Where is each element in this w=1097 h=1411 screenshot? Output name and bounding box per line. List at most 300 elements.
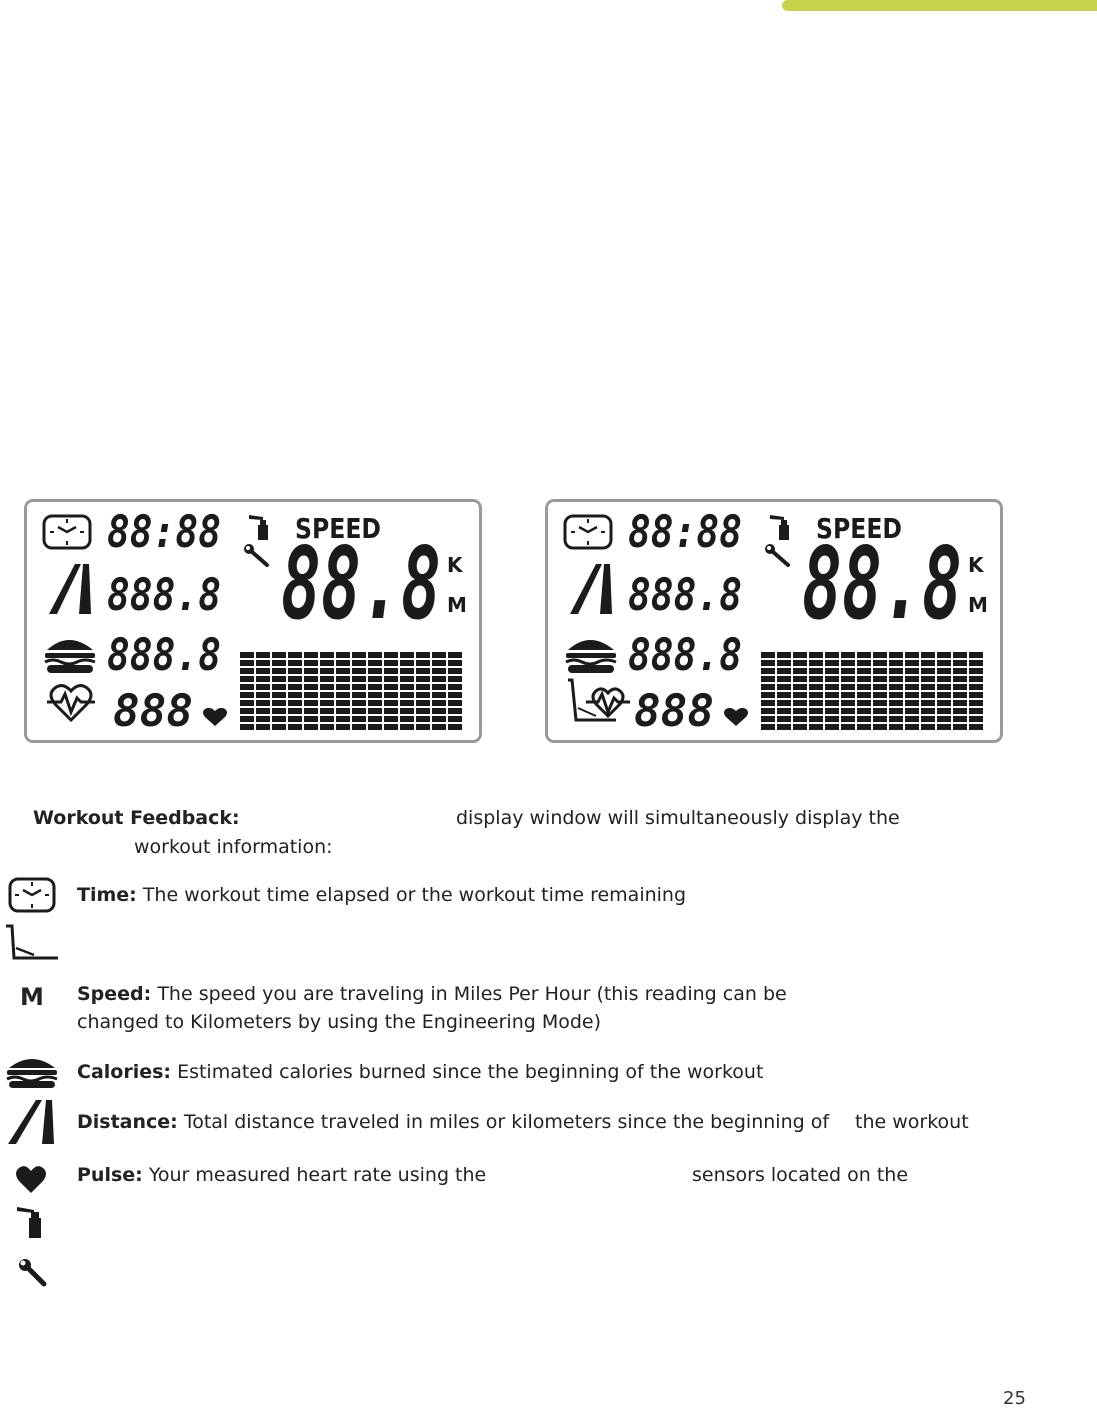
matrix-cell	[256, 724, 270, 730]
bar-matrix	[240, 652, 462, 730]
matrix-cell	[400, 676, 414, 682]
matrix-cell	[889, 676, 903, 682]
matrix-cell	[416, 716, 430, 722]
matrix-cell	[368, 708, 382, 714]
intro-text-line2: workout information:	[134, 836, 333, 858]
matrix-cell	[288, 684, 302, 690]
matrix-cell	[937, 652, 951, 658]
matrix-cell	[352, 708, 366, 714]
matrix-cell	[777, 724, 791, 730]
item-calories: Calories: Estimated calories burned since the beginning of the workout	[77, 1061, 764, 1083]
matrix-cell	[272, 660, 286, 666]
matrix-cell	[256, 708, 270, 714]
item-time: Time: The workout time elapsed or the workout time remaining	[77, 884, 687, 906]
matrix-cell	[937, 708, 951, 714]
item-pulse: Pulse: Your measured heart rate using the	[77, 1164, 487, 1186]
matrix-cell	[288, 716, 302, 722]
matrix-cell	[809, 700, 823, 706]
matrix-cell	[384, 668, 398, 674]
speed-label: SPEED	[816, 512, 902, 545]
matrix-cell	[841, 652, 855, 658]
matrix-cell	[320, 676, 334, 682]
matrix-cell	[873, 700, 887, 706]
matrix-cell	[288, 724, 302, 730]
matrix-cell	[448, 700, 462, 706]
matrix-cell	[336, 660, 350, 666]
matrix-cell	[352, 692, 366, 698]
matrix-cell	[873, 676, 887, 682]
matrix-cell	[809, 692, 823, 698]
matrix-cell	[793, 660, 807, 666]
road-icon	[49, 564, 91, 614]
matrix-cell	[937, 684, 951, 690]
matrix-cell	[432, 676, 446, 682]
matrix-cell	[937, 668, 951, 674]
heart-icon	[203, 708, 227, 726]
matrix-cell	[905, 716, 919, 722]
matrix-cell	[416, 724, 430, 730]
matrix-cell	[304, 692, 318, 698]
matrix-cell	[761, 660, 775, 666]
matrix-cell	[432, 684, 446, 690]
matrix-cell	[272, 724, 286, 730]
matrix-cell	[921, 660, 935, 666]
matrix-cell	[905, 684, 919, 690]
matrix-cell	[304, 684, 318, 690]
matrix-cell	[841, 668, 855, 674]
accent-bar	[782, 0, 1097, 11]
matrix-cell	[937, 676, 951, 682]
matrix-cell	[809, 684, 823, 690]
matrix-cell	[432, 700, 446, 706]
spray-bottle-icon	[16, 1206, 44, 1240]
matrix-cell	[969, 676, 983, 682]
matrix-cell	[969, 708, 983, 714]
matrix-cell	[336, 724, 350, 730]
matrix-cell	[921, 708, 935, 714]
matrix-cell	[448, 652, 462, 658]
matrix-cell	[857, 724, 871, 730]
matrix-cell	[304, 652, 318, 658]
matrix-cell	[969, 660, 983, 666]
matrix-cell	[873, 692, 887, 698]
matrix-cell	[352, 700, 366, 706]
matrix-cell	[905, 700, 919, 706]
matrix-cell	[825, 660, 839, 666]
matrix-cell	[352, 716, 366, 722]
matrix-cell	[937, 692, 951, 698]
matrix-cell	[761, 724, 775, 730]
bar-matrix	[761, 652, 983, 730]
item-distance-tail: the workout	[855, 1111, 969, 1133]
matrix-cell	[921, 716, 935, 722]
matrix-cell	[889, 716, 903, 722]
road-icon	[570, 564, 612, 614]
matrix-cell	[288, 660, 302, 666]
matrix-cell	[761, 716, 775, 722]
matrix-cell	[304, 716, 318, 722]
spray-bottle-icon	[249, 515, 268, 540]
matrix-cell	[969, 724, 983, 730]
matrix-cell	[288, 708, 302, 714]
matrix-cell	[400, 708, 414, 714]
matrix-cell	[416, 692, 430, 698]
matrix-cell	[400, 700, 414, 706]
matrix-cell	[384, 700, 398, 706]
matrix-cell	[256, 668, 270, 674]
matrix-cell	[240, 716, 254, 722]
matrix-cell	[969, 668, 983, 674]
matrix-cell	[368, 716, 382, 722]
lcd-display-right	[545, 499, 1003, 743]
matrix-cell	[921, 668, 935, 674]
matrix-cell	[793, 724, 807, 730]
matrix-cell	[432, 708, 446, 714]
matrix-cell	[288, 700, 302, 706]
matrix-cell	[841, 700, 855, 706]
matrix-cell	[873, 652, 887, 658]
matrix-cell	[256, 660, 270, 666]
matrix-cell	[320, 724, 334, 730]
matrix-cell	[448, 668, 462, 674]
matrix-cell	[777, 652, 791, 658]
matrix-cell	[320, 716, 334, 722]
matrix-cell	[793, 668, 807, 674]
item-speed: Speed: The speed you are traveling in Miles Per Hour (this reading can be	[77, 983, 787, 1005]
matrix-cell	[761, 692, 775, 698]
matrix-cell	[761, 684, 775, 690]
matrix-cell	[953, 708, 967, 714]
matrix-cell	[873, 660, 887, 666]
matrix-cell	[857, 692, 871, 698]
matrix-cell	[841, 660, 855, 666]
matrix-cell	[352, 652, 366, 658]
matrix-cell	[937, 700, 951, 706]
road-icon	[6, 1098, 58, 1146]
matrix-cell	[256, 676, 270, 682]
clock-icon	[44, 516, 90, 548]
matrix-cell	[256, 700, 270, 706]
matrix-cell	[448, 716, 462, 722]
matrix-cell	[304, 676, 318, 682]
matrix-cell	[368, 660, 382, 666]
matrix-cell	[841, 708, 855, 714]
matrix-cell	[400, 660, 414, 666]
pulse-readout: 888	[634, 686, 714, 737]
matrix-cell	[825, 724, 839, 730]
matrix-cell	[825, 668, 839, 674]
matrix-cell	[336, 700, 350, 706]
matrix-cell	[953, 724, 967, 730]
matrix-cell	[272, 668, 286, 674]
matrix-cell	[889, 684, 903, 690]
matrix-cell	[857, 700, 871, 706]
clock-icon	[8, 877, 56, 913]
matrix-cell	[809, 676, 823, 682]
matrix-cell	[448, 708, 462, 714]
matrix-cell	[873, 708, 887, 714]
heartbeat-icon	[47, 686, 95, 720]
matrix-cell	[761, 668, 775, 674]
unit-k: K	[968, 553, 984, 577]
matrix-cell	[256, 684, 270, 690]
matrix-cell	[368, 692, 382, 698]
matrix-cell	[448, 724, 462, 730]
matrix-cell	[953, 668, 967, 674]
matrix-cell	[400, 684, 414, 690]
matrix-cell	[953, 700, 967, 706]
matrix-cell	[969, 692, 983, 698]
matrix-cell	[272, 708, 286, 714]
matrix-cell	[384, 716, 398, 722]
matrix-cell	[352, 660, 366, 666]
matrix-cell	[336, 652, 350, 658]
item-distance: Distance: Total distance traveled in miles or kilometers since the beginning of	[77, 1111, 830, 1133]
matrix-cell	[384, 652, 398, 658]
matrix-cell	[969, 716, 983, 722]
matrix-cell	[448, 684, 462, 690]
matrix-cell	[921, 724, 935, 730]
matrix-cell	[937, 660, 951, 666]
matrix-cell	[873, 684, 887, 690]
matrix-cell	[320, 708, 334, 714]
matrix-cell	[384, 692, 398, 698]
matrix-cell	[336, 668, 350, 674]
matrix-cell	[416, 652, 430, 658]
calories-readout: 888.8	[628, 630, 742, 681]
matrix-cell	[352, 668, 366, 674]
matrix-cell	[953, 660, 967, 666]
speed-readout: 88.8	[802, 525, 962, 642]
matrix-cell	[304, 708, 318, 714]
matrix-cell	[953, 652, 967, 658]
matrix-cell	[400, 716, 414, 722]
lcd-display-left	[24, 499, 482, 743]
matrix-cell	[416, 700, 430, 706]
heart-icon	[724, 708, 748, 726]
matrix-cell	[777, 700, 791, 706]
burger-icon	[566, 640, 616, 673]
speed-readout: 88.8	[281, 525, 441, 642]
matrix-cell	[336, 708, 350, 714]
matrix-cell	[809, 652, 823, 658]
matrix-cell	[240, 676, 254, 682]
matrix-cell	[448, 692, 462, 698]
matrix-cell	[857, 660, 871, 666]
matrix-cell	[432, 692, 446, 698]
matrix-cell	[905, 676, 919, 682]
matrix-cell	[873, 716, 887, 722]
matrix-cell	[777, 660, 791, 666]
unit-m: M	[968, 593, 988, 617]
time-readout: 88:88	[628, 507, 742, 558]
matrix-cell	[841, 676, 855, 682]
calories-readout: 888.8	[107, 630, 221, 681]
matrix-cell	[320, 700, 334, 706]
matrix-cell	[304, 660, 318, 666]
matrix-cell	[400, 724, 414, 730]
matrix-cell	[921, 676, 935, 682]
treadmill-icon	[4, 922, 60, 962]
m-letter-icon: M	[20, 983, 44, 1011]
matrix-cell	[825, 716, 839, 722]
matrix-cell	[761, 652, 775, 658]
matrix-cell	[368, 676, 382, 682]
matrix-cell	[320, 692, 334, 698]
matrix-cell	[937, 716, 951, 722]
item-speed-line2: changed to Kilometers by using the Engineering Mode)	[77, 1011, 602, 1033]
matrix-cell	[272, 692, 286, 698]
matrix-cell	[905, 668, 919, 674]
matrix-cell	[809, 724, 823, 730]
matrix-cell	[368, 652, 382, 658]
matrix-cell	[384, 684, 398, 690]
matrix-cell	[857, 652, 871, 658]
matrix-cell	[336, 676, 350, 682]
matrix-cell	[368, 700, 382, 706]
matrix-cell	[352, 676, 366, 682]
matrix-cell	[921, 684, 935, 690]
matrix-cell	[320, 660, 334, 666]
matrix-cell	[889, 652, 903, 658]
matrix-cell	[416, 676, 430, 682]
matrix-cell	[432, 668, 446, 674]
matrix-cell	[777, 676, 791, 682]
matrix-cell	[272, 684, 286, 690]
matrix-cell	[841, 684, 855, 690]
matrix-cell	[240, 652, 254, 658]
matrix-cell	[400, 652, 414, 658]
matrix-cell	[889, 700, 903, 706]
treadmill-heartbeat-icon	[568, 680, 630, 720]
matrix-cell	[320, 684, 334, 690]
matrix-cell	[777, 708, 791, 714]
matrix-cell	[777, 692, 791, 698]
matrix-cell	[841, 716, 855, 722]
page-number: 25	[1003, 1388, 1026, 1409]
matrix-cell	[889, 724, 903, 730]
matrix-cell	[240, 684, 254, 690]
matrix-cell	[825, 692, 839, 698]
matrix-cell	[272, 716, 286, 722]
matrix-cell	[857, 708, 871, 714]
matrix-cell	[809, 668, 823, 674]
matrix-cell	[761, 700, 775, 706]
matrix-cell	[969, 700, 983, 706]
matrix-cell	[857, 668, 871, 674]
matrix-cell	[841, 724, 855, 730]
wrench-icon	[18, 1258, 48, 1288]
matrix-cell	[240, 692, 254, 698]
matrix-cell	[777, 668, 791, 674]
burger-icon	[5, 1053, 59, 1089]
matrix-cell	[777, 684, 791, 690]
heart-icon	[15, 1165, 47, 1195]
matrix-cell	[416, 660, 430, 666]
matrix-cell	[272, 700, 286, 706]
matrix-cell	[953, 716, 967, 722]
matrix-cell	[953, 692, 967, 698]
matrix-cell	[825, 700, 839, 706]
time-readout: 88:88	[107, 507, 221, 558]
matrix-cell	[272, 676, 286, 682]
item-pulse-tail: sensors located on the	[692, 1164, 909, 1186]
matrix-cell	[921, 652, 935, 658]
matrix-cell	[809, 708, 823, 714]
matrix-cell	[256, 716, 270, 722]
matrix-cell	[825, 684, 839, 690]
matrix-cell	[384, 660, 398, 666]
matrix-cell	[384, 708, 398, 714]
matrix-cell	[240, 708, 254, 714]
matrix-cell	[793, 692, 807, 698]
matrix-cell	[336, 684, 350, 690]
matrix-cell	[320, 668, 334, 674]
matrix-cell	[288, 652, 302, 658]
matrix-cell	[432, 652, 446, 658]
matrix-cell	[761, 676, 775, 682]
matrix-cell	[889, 692, 903, 698]
matrix-cell	[240, 724, 254, 730]
distance-readout: 888.8	[628, 570, 742, 621]
matrix-cell	[448, 676, 462, 682]
pulse-readout: 888	[113, 686, 193, 737]
matrix-cell	[889, 660, 903, 666]
intro-title: Workout Feedback:	[33, 807, 240, 829]
burger-icon	[45, 640, 95, 673]
matrix-cell	[905, 708, 919, 714]
matrix-cell	[969, 684, 983, 690]
matrix-cell	[889, 668, 903, 674]
matrix-cell	[416, 684, 430, 690]
matrix-cell	[825, 708, 839, 714]
matrix-cell	[969, 652, 983, 658]
wrench-icon	[765, 544, 788, 565]
matrix-cell	[240, 660, 254, 666]
matrix-cell	[320, 652, 334, 658]
matrix-cell	[809, 660, 823, 666]
matrix-cell	[432, 660, 446, 666]
matrix-cell	[889, 708, 903, 714]
matrix-cell	[761, 708, 775, 714]
matrix-cell	[336, 692, 350, 698]
distance-readout: 888.8	[107, 570, 221, 621]
matrix-cell	[384, 676, 398, 682]
matrix-cell	[905, 724, 919, 730]
matrix-cell	[793, 684, 807, 690]
matrix-cell	[793, 708, 807, 714]
unit-k: K	[447, 553, 463, 577]
matrix-cell	[400, 668, 414, 674]
matrix-cell	[304, 668, 318, 674]
intro-text: display window will simultaneously display the	[456, 807, 900, 829]
matrix-cell	[793, 652, 807, 658]
matrix-cell	[256, 692, 270, 698]
matrix-cell	[937, 724, 951, 730]
matrix-cell	[793, 676, 807, 682]
wrench-icon	[244, 544, 267, 565]
matrix-cell	[304, 724, 318, 730]
matrix-cell	[953, 684, 967, 690]
matrix-cell	[921, 692, 935, 698]
matrix-cell	[368, 668, 382, 674]
matrix-cell	[368, 724, 382, 730]
unit-m: M	[447, 593, 467, 617]
matrix-cell	[825, 676, 839, 682]
matrix-cell	[857, 684, 871, 690]
matrix-cell	[793, 716, 807, 722]
matrix-cell	[921, 700, 935, 706]
